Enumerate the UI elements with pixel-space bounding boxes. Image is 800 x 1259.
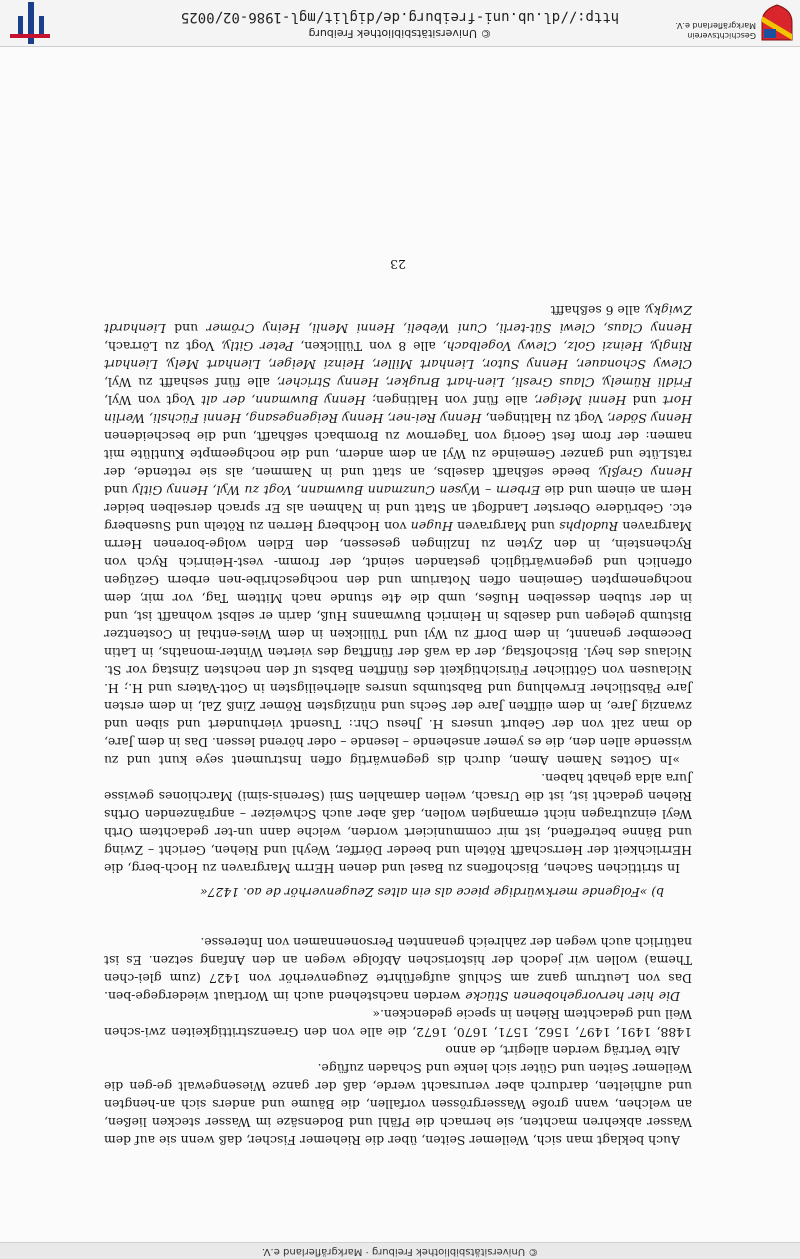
text-run: alle fünf von Haltingen; [371, 393, 528, 408]
emphasis: Fridli Rümely, Claus Gresli, Lien-hart Brugker, Henny Stricher, [276, 375, 692, 390]
header-band [0, 0, 800, 47]
paragraph: Alte Verträg werden allegirt, de anno [445, 1043, 680, 1058]
paragraph: In strittichen Sachen, Bischoffens zu Basel und denen HErrn Margraven zu Hoch-berg, die HErrlichkeit der Herrschafft Röteln und beeder Dörffer, Weyhl und Riehen, Gericht – Zwing und Bänne betreffend, ist mir communiciert worden, welche dann un-ter gedachtem Orth Weyl einzutragen nicht ermanglen wollen, daß aber auch Schweizer – angränzenden Orths Riehen gedacht ist, ist die Ursach, weilen damahlen Smi (Serenis-simi) Marchiones gewisse Jura alda gehabt haben. [104, 771, 692, 876]
emphasis: Peter Gitly, [221, 339, 294, 354]
emphasis: Henny Greßly, [597, 465, 692, 480]
text-run: werden nachstehend auch im Wortlaut wiedergege-ben. Das von Leutrum ganz am Schluß aufgeführte Zeugenverhör von 1427 (zum glei-chen Thema) wollen wir jedoch der historischen Abfolge wegen an den Anfang setzen. Es ist natürlich auch wegen der zahlreich genannten Personennamen von Interesse. [104, 935, 692, 1004]
text-run: Vogt von Wyl, [104, 393, 195, 408]
emphasis: Henni Meiger, [534, 393, 627, 408]
paragraph [104, 933, 692, 1005]
emphasis: Clewy Schonauer, Henny Sutor, Lienhart Miller, Heinzi Meiger, Lienhart Mely, Lienhart Ringly, Heinzi Golz, Clewy Vogelbach, [104, 339, 692, 372]
emphasis: Henny Claus, Clewi Süt-terli, Cuni Webeli, Henni Menli, Heiny Crömer [206, 321, 692, 336]
text-run: und [104, 483, 128, 498]
emphasis: Erbern – Wysen Cunzmann Buwmann, Vogt zu Wyl, Henny Gitly [132, 483, 541, 498]
permalink[interactable]: http://dl.ub.uni-freiburg.de/diglit/mgl-1986-02/0025 [180, 9, 620, 25]
text-run: »In Gottes Namen Amen, durch dis gegenwärtig offen Instrument seye kunt und zu wissende allen den, die es yemer ansehende – lesende – oder hörend lessen. Das in dem Jare, do man zalt von der Geburt unsers H. Jhesu Chr.: Tusendt vierhundert und siben und zwanzig Jare, in dem eilfften Jare der Sechs und nünzigsten Römer Zinß Zal, in dem ersten Jare Päbstlicher Erwehlung und Babstumbs unsres allerheiligsten in Gott-Vaters und H.; H. Niclausen von Göttlicher Fürsichtigkeit des fünfften Babsts uf den nechsten Zinstag vor St. Niclaus des heyl. Bischofstag, der da waß der fünfftag des vierten Winter-monaths, in Latin December genannt, in dem Dorff zu Wyl und Tüllicken in dem Wies-enthal in Costentzer Bistumb gelegen und daselbs in Heinrich Buwmanns Huß, darin er selbst wohnafft ist, und in der stuben desselben Hußes, umb die 4te stunde nach Mittem Tag, vor mir, dem nochgenempten Gemeinen offen Notarium und den nochgeschribe-nen erbern Gezügen offenlich und gegenwärtiglich gestanden seindt, der fromm- vest-Heinrich Rych von Rychenstein, in den Zyten zu Inzlingen gesessen, den Edlen wolge-borenen Herrn Margraven [104, 519, 692, 768]
emphasis: Henny Buwmann, der alt [201, 393, 366, 408]
emphasis: Hugen [410, 519, 453, 534]
text-run: von Hochberg Herren zu Röteln und Susenberg etc. Gebrüdere Oberster Landfogt an Statt und in Nahmen als Er sprach derselben beider Hern an einem und die [104, 483, 692, 534]
text-run: Vogt zu Lörrach, [104, 339, 215, 354]
header-center [0, 8, 800, 42]
text-run: und Margraven [457, 519, 555, 534]
copyright-line: © Universitätsbibliothek Freiburg [308, 27, 492, 40]
paragraph: 1488, 1491, 1497, 1562, 1571, 1670, 1672, die alle von den Graenzstrittigkeiten zwi-schen Weil und gedachtem Riehen in specie gedencken.« [104, 1007, 692, 1040]
text-run: Vogt zu Haltingen, [485, 411, 603, 426]
page-text [104, 257, 692, 1149]
society-name: Geschichtsverein Markgräflerland e.V. [675, 21, 756, 40]
footer-strip: © Universitätsbibliothek Freiburg · Markgräflerland e.V. [0, 1242, 800, 1259]
emphasis: Henny Söder, [607, 411, 692, 426]
university-logo-icon [8, 2, 52, 44]
emphasis: Lienhardt Zwigky, [104, 303, 692, 336]
document-page [0, 46, 800, 1259]
text-run: alle 6 seßhafft [550, 303, 641, 318]
page-number: 23 [390, 257, 406, 272]
section-heading: b) »Folgende merkwürdige piece als ein altes Zeugenverhör de ao. 1427« [199, 885, 664, 900]
emphasis: Henny Rei-ner, Henny Reigengesang, Henni Füchsli, Werlin Hort [104, 393, 692, 426]
text-run: alle 8 von Tüllicken, [300, 339, 436, 354]
paragraph: Auch beklagt man sich, Weilemer Seiten, über die Riehemer Fischer, daß wenn sie auf dem Wasser abkehren machten, sie hernach die Pfähl und Bodensäze im Wasser stecken ließen, an welchen, wann große Wassergrössen vorfallen, die Bäume und anders sich an-hengten und aufhielten, dardurch aber verursacht werde, daß der ganze Wiesengewalt ge-gen die Weilemer Seiten und Güter sich lenke und Schaden zufüge. [104, 1061, 692, 1148]
text-run: beede seßhafft daselbs, an statt und in Nammen, als sie rettende, der ratsLüte und ganzer Gemeinde zu Wyl an dem andern, und die nochgeempte Kuntlüte mit namen: der from fest Georig von Tagernow zu Brombach seßhafft, und die bescheidenen [104, 429, 692, 480]
emphasis: Rudolphs [559, 519, 619, 534]
text-run: und [174, 321, 199, 336]
text-run: alle fünf seshafft zu Wyl, [104, 375, 270, 390]
emphasis: Die hier hervorgehobenen Stücke [465, 989, 680, 1004]
text-run: und [632, 393, 657, 408]
paragraph [104, 301, 692, 769]
